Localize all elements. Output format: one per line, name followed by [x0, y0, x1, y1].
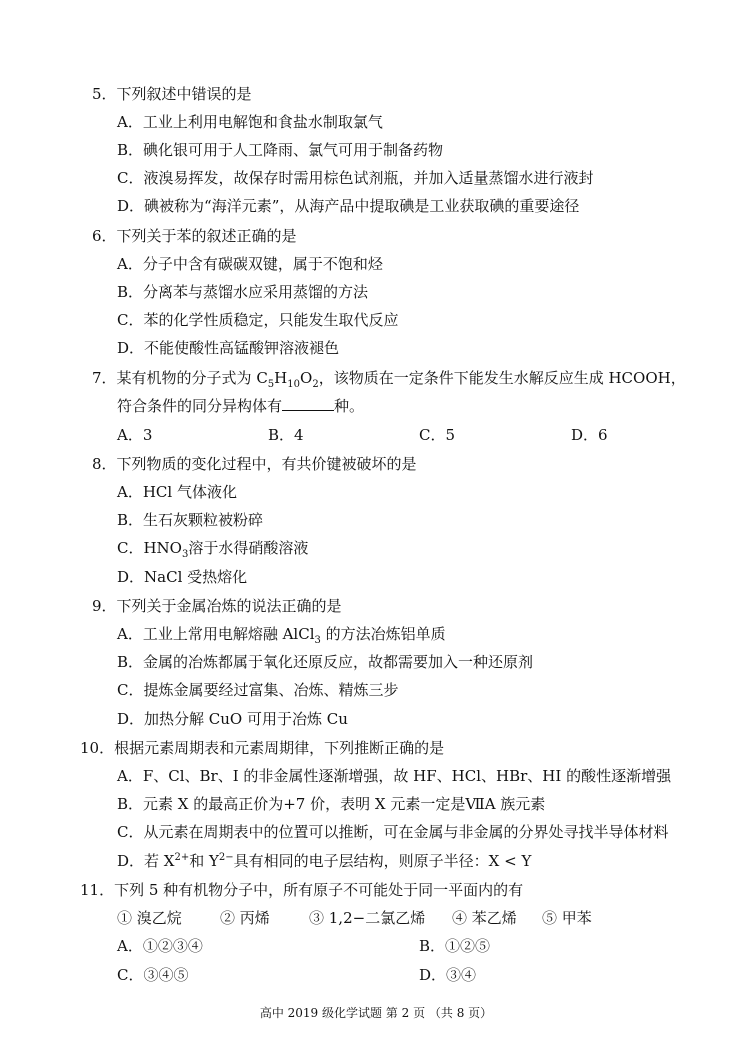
- q10-option-a: A．F、Cl、Br、I 的非金属性逐渐增强，故 HF、HCl、HBr、HI 的酸性逐渐增强: [117, 767, 672, 785]
- q9-a-pre: A．工业上常用电解熔融 AlCl: [117, 625, 315, 643]
- q10-stem: 10．根据元素周期表和元素周期律，下列推断正确的是: [80, 739, 445, 757]
- q11-item-2: ② 丙烯: [220, 909, 270, 927]
- q11-item-5: ⑤ 甲苯: [542, 909, 592, 927]
- q7-answer-blank[interactable]: [282, 396, 334, 411]
- q6-option-c: C．苯的化学性质稳定，只能发生取代反应: [117, 311, 399, 329]
- q7-option-a: A．3: [117, 426, 153, 444]
- q7-formula-h-sub: 10: [287, 379, 300, 390]
- q7-stem-line2: [117, 396, 364, 416]
- q11-stem: 11．下列 5 种有机物分子中，所有原子不可能处于同一平面内的有: [80, 881, 524, 899]
- q11-item-1: ① 溴乙烷: [117, 909, 182, 927]
- q11-option-d: D．③④: [419, 966, 477, 984]
- q11-item-3: ③ 1,2−二氯乙烯: [309, 909, 426, 927]
- q7-option-b: B．4: [268, 426, 304, 444]
- q7-stem: [92, 368, 686, 388]
- q7-line2-post: 种。: [334, 397, 365, 415]
- q10-d-post: 具有相同的电子层结构，则原子半径：X < Y: [233, 852, 532, 870]
- q10-d-sup2: 2−: [218, 852, 234, 863]
- q7-option-c: C．5: [419, 426, 456, 444]
- page-footer: 高中 2019 级化学试题 第 2 页 （共 8 页）: [259, 1006, 493, 1020]
- q8-c-post: 溶于水得硝酸溶液: [188, 539, 309, 557]
- q5-stem: 5．下列叙述中错误的是: [92, 85, 252, 103]
- q9-option-c: C．提炼金属要经过富集、冶炼、精炼三步: [117, 681, 399, 699]
- q7-formula-o-sub: 2: [312, 379, 319, 390]
- q5-option-b: B．碘化银可用于人工降雨、氯气可用于制备药物: [117, 141, 444, 159]
- q7-line2-pre: 符合条件的同分异构体有: [117, 397, 283, 415]
- q8-c-sub: 3: [181, 549, 189, 560]
- q5-option-a: A．工业上利用电解饱和食盐水制取氯气: [117, 113, 383, 131]
- q11-item-4: ④ 苯乙烯: [452, 909, 517, 927]
- q6-option-d: D．不能使酸性高锰酸钾溶液褪色: [117, 339, 340, 357]
- q8-stem: 8．下列物质的变化过程中，有共价键被破坏的是: [92, 455, 417, 473]
- q11-option-a: A．①②③④: [117, 937, 203, 955]
- q9-a-post: 的方法冶炼铝单质: [320, 625, 446, 643]
- q7-option-d: D．6: [571, 426, 608, 444]
- q8-c-pre: C．HNO: [117, 539, 182, 557]
- q5-option-c: C．液溴易挥发，故保存时需用棕色试剂瓶，并加入适量蒸馏水进行液封: [117, 169, 594, 187]
- q10-d-sup1: 2+: [174, 852, 190, 863]
- q8-option-d: D．NaCl 受热熔化: [117, 568, 248, 586]
- q7-formula-o: O: [300, 369, 313, 387]
- q10-option-b: B．元素 X 的最高正价为+7 价，表明 X 元素一定是ⅦA 族元素: [117, 795, 546, 813]
- q6-option-b: B．分离苯与蒸馏水应采用蒸馏的方法: [117, 283, 369, 301]
- q7-stem-post: ，该物质在一定条件下能发生水解反应生成 HCOOH，: [318, 369, 686, 387]
- q11-option-c: C．③④⑤: [117, 966, 189, 984]
- q9-option-a: [117, 624, 446, 644]
- q9-option-b: B．金属的冶炼都属于氧化还原反应，故都需要加入一种还原剂: [117, 653, 534, 671]
- q9-option-d: D．加热分解 CuO 可用于冶炼 Cu: [117, 710, 348, 728]
- q9-stem: 9．下列关于金属冶炼的说法正确的是: [92, 597, 342, 615]
- q8-option-c: [117, 538, 308, 558]
- q8-option-b: B．生石灰颗粒被粉碎: [117, 511, 264, 529]
- q10-option-c: C．从元素在周期表中的位置可以推断，可在金属与非金属的分界处寻找半导体材料: [117, 823, 669, 841]
- q7-stem-pre: 7．某有机物的分子式为 C: [92, 369, 268, 387]
- q10-option-d: [117, 851, 531, 871]
- q8-option-a: A．HCl 气体液化: [117, 483, 237, 501]
- q6-stem: 6．下列关于苯的叙述正确的是: [92, 227, 297, 245]
- q10-d-mid: 和 Y: [189, 852, 219, 870]
- q7-formula-h: H: [274, 369, 288, 387]
- q11-option-b: B．①②⑤: [419, 937, 491, 955]
- q5-option-d: D．碘被称为“海洋元素”，从海产品中提取碘是工业获取碘的重要途径: [117, 197, 580, 215]
- q9-a-sub: 3: [314, 635, 321, 646]
- q6-option-a: A．分子中含有碳碳双键，属于不饱和烃: [117, 255, 383, 273]
- q10-d-pre: D．若 X: [117, 852, 175, 870]
- q7-formula-c-sub: 5: [267, 379, 275, 390]
